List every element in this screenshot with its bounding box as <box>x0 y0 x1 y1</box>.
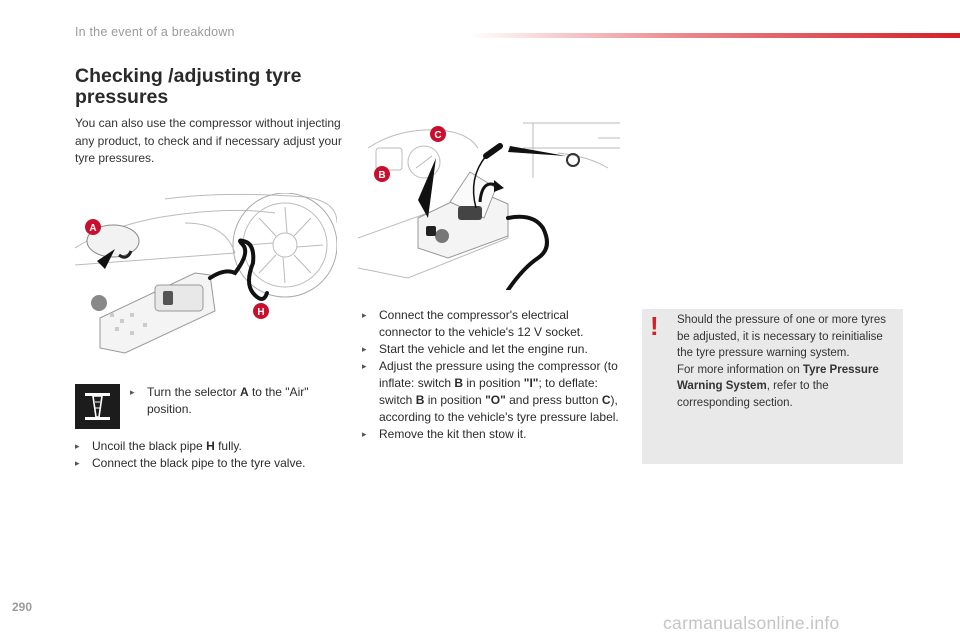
steps-list-pipe <box>75 438 345 472</box>
callout-a: A <box>89 223 97 234</box>
header-accent-bar <box>470 33 960 38</box>
intro-paragraph: You can also use the compressor without injecting any product, to check and if necessary adjust your tyre pressures. <box>75 116 342 165</box>
warning-icon: ! <box>650 311 659 341</box>
compressor-wheel-illustration <box>75 193 337 361</box>
step-item: ▸ Start the vehicle and let the engine run. <box>362 341 620 358</box>
step-item: ▸ Uncoil the black pipe H fully. <box>75 438 345 455</box>
compressor-socket-illustration <box>358 118 620 290</box>
step-item: ▸ Connect the compressor's electrical connector to the vehicle's 12 V socket. <box>362 307 620 341</box>
step-item: ▸ Remove the kit then stow it. <box>362 426 620 443</box>
step-item: ▸ Adjust the pressure using the compressor (to inflate: switch B in position "I"; to deflate: switch B in position "O" and press button C), according to the vehicle's tyre pressure label. <box>362 358 620 426</box>
page-number: 290 <box>12 600 33 614</box>
section-header: In the event of a breakdown <box>75 25 235 39</box>
watermark: carmanualsonline.info <box>663 613 840 633</box>
steps-list-selector <box>130 384 330 418</box>
selector-dial-icon <box>75 384 120 429</box>
steps-list-compressor <box>362 307 620 443</box>
step-item: ▸ Turn the selector A to the "Air" position. <box>130 384 330 418</box>
step-item: ▸ Connect the black pipe to the tyre valve. <box>75 455 345 472</box>
warning-box <box>642 309 903 464</box>
warning-paragraph: Should the pressure of one or more tyres be adjusted, it is necessary to reinitialise the tyre pressure warning system. <box>677 314 887 359</box>
callout-b: B <box>378 170 386 181</box>
callout-h: H <box>257 307 265 318</box>
warning-text <box>677 312 899 411</box>
warning-paragraph: For more information on Tyre Pressure Warning System, refer to the corresponding section. <box>677 363 879 409</box>
callout-c: C <box>434 130 442 141</box>
page-title: Checking /adjusting tyre pressures <box>75 65 302 108</box>
